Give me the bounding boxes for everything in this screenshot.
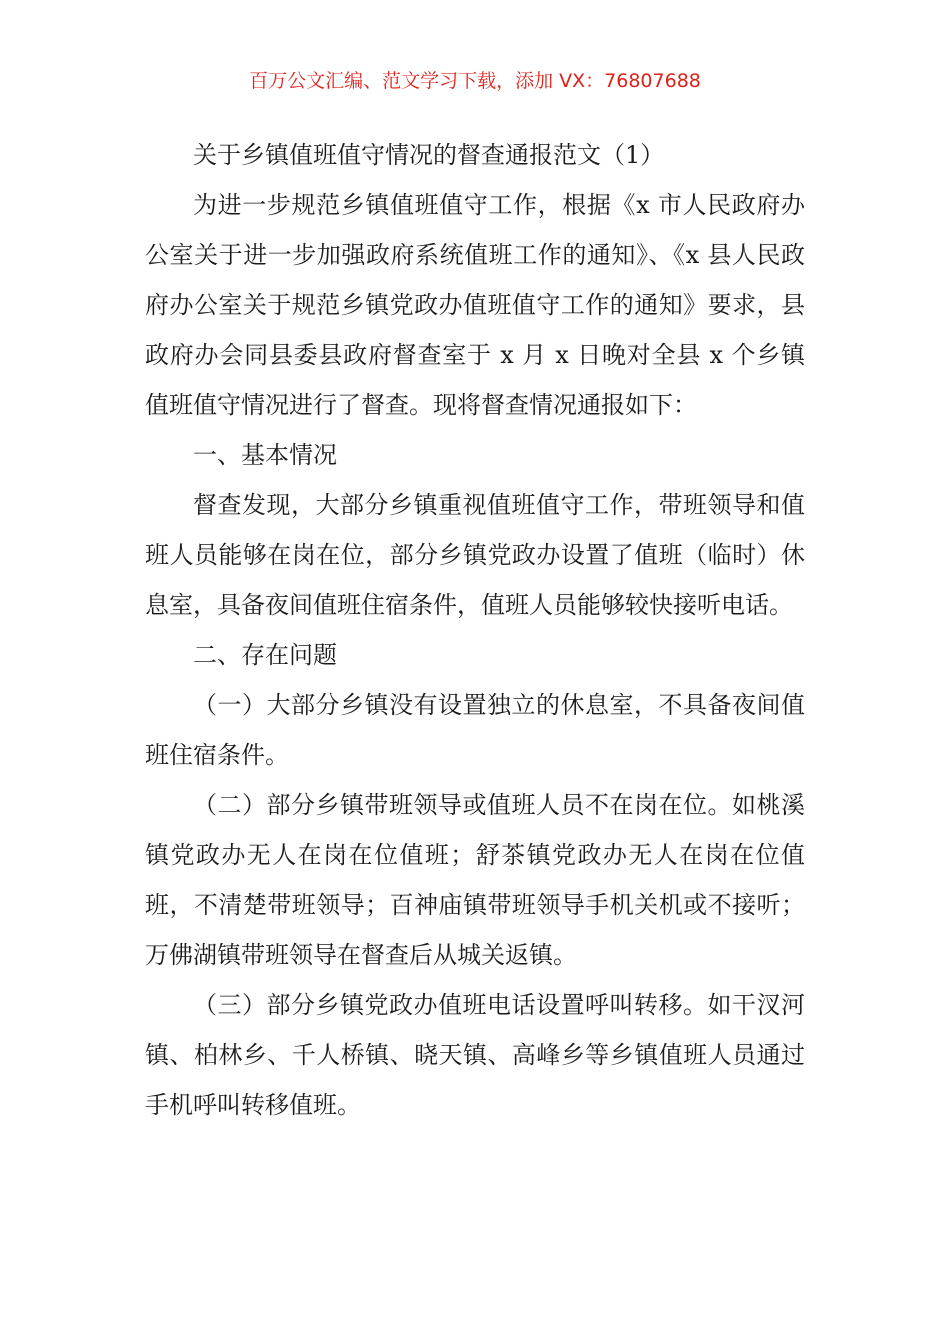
document-title: 关于乡镇值班值守情况的督查通报范文（1） [193,141,665,169]
section-body-basic: 督查发现，大部分乡镇重视值班值守工作，带班领导和值班人员能够在岗在位，部分乡镇党政办设置了值班（临时）休息室，具备夜间值班住宿条件，值班人员能够较快接听电话。 [145,491,805,619]
problem-item-2: （二）部分乡镇带班领导或值班人员不在岗在位。如桃溪镇党政办无人在岗在位值班；舒茶镇党政办无人在岗在位值班，不清楚带班领导；百神庙镇带班领导手机关机或不接听；万佛湖镇带班领导在督查后从城关返镇。 [145,791,805,969]
watermark-header: 百万公文汇编、范文学习下载，添加 VX：76807688 [249,70,701,92]
problem-item-3: （三）部分乡镇党政办值班电话设置呼叫转移。如干汊河镇、柏林乡、千人桥镇、晓天镇、高峰乡等乡镇值班人员通过手机呼叫转移值班。 [145,991,805,1119]
section-heading-basic: 一、基本情况 [193,441,337,469]
intro-paragraph: 为进一步规范乡镇值班值守工作，根据《x 市人民政府办公室关于进一步加强政府系统值班工作的通知》、《x 县人民政府办公室关于规范乡镇党政办值班值守工作的通知》要求，县政府办会同县委县政府督查室于 x 月 x 日晚对全县 x 个乡镇值班值守情况进行了督查。现将督查情况通报如下： [145,191,805,419]
section-heading-problems: 二、存在问题 [193,641,337,669]
problem-item-1: （一）大部分乡镇没有设置独立的休息室，不具备夜间值班住宿条件。 [145,691,805,769]
document-body [145,130,805,1130]
